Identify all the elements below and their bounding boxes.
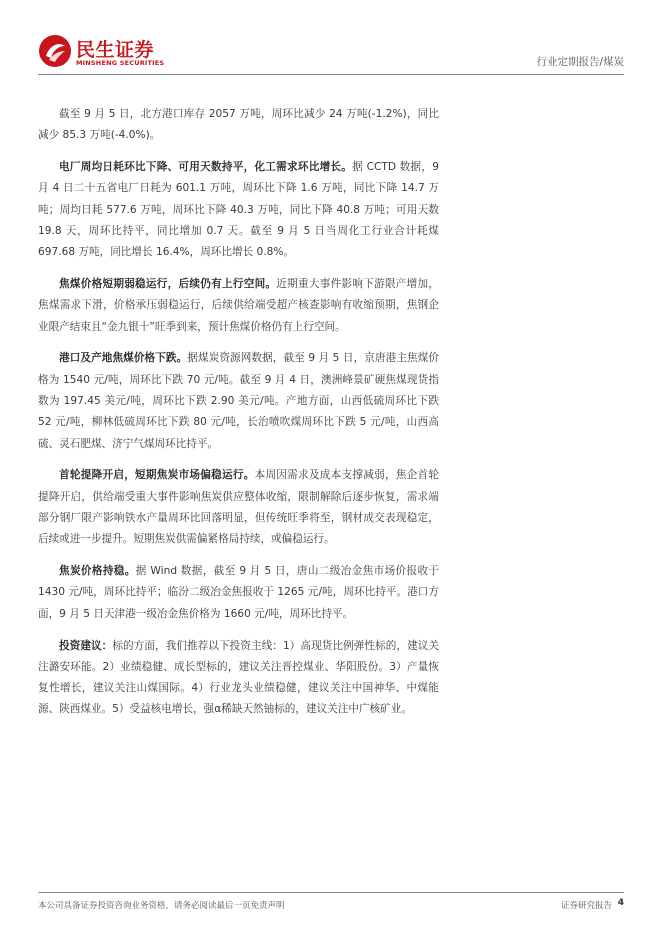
brand-name-cn: 民生证券 xyxy=(76,39,155,61)
footer-disclaimer: 本公司具备证券投资咨询业务资格，请务必阅读最后一页免责声明 xyxy=(38,901,285,911)
paragraph-text: 截至 9 月 5 日，北方港口库存 2057 万吨，周环比减少 24 万吨(-1.2%)，同比减少 85.3 万吨(-4.0%)。 xyxy=(38,108,439,142)
brand-logo xyxy=(38,34,188,74)
footer-doc-label: 证券研究报告 xyxy=(560,901,612,911)
paragraph-lead: 投资建议： xyxy=(59,639,113,652)
paragraph-power-plant xyxy=(38,157,439,263)
paragraph-text: 据煤炭资源网数据，截至 9 月 5 日，京唐港主焦煤价格为 1540 元/吨，周环比下跌 70 元/吨。截至 9 月 4 日，澳洲峰景矿硬焦煤现货指数为 197.45 美元/吨，周环比下跌 2.90 美元/吨。产地方面，山西低硫周环比下跌 52 元/吨，柳林低硫周环比下跌 80 元/吨，长治喷吹煤周环比下跌 5 元/吨，山西高硫、灵石肥煤、济宁气煤周环比持平。 xyxy=(38,352,440,450)
paragraph-lead: 首轮提降开启，短期焦炭市场偏稳运行。 xyxy=(59,469,255,482)
brand-name-en: MINSHENG SECURITIES xyxy=(76,59,165,67)
report-body xyxy=(38,104,439,731)
paragraph-coke-prices xyxy=(38,561,439,625)
page-header xyxy=(0,0,662,78)
report-type-label: 行业定期报告/煤炭 xyxy=(536,56,624,68)
paragraph-lead: 电厂周均日耗环比下降、可用天数持平，化工需求环比增长。 xyxy=(59,161,353,174)
paragraph-lead: 焦炭价格持稳。 xyxy=(59,565,136,578)
paragraph-coke-market xyxy=(38,465,439,550)
footer-divider xyxy=(38,892,624,893)
paragraph-text: 近期重大事件影响下游限产增加，焦煤需求下滑，价格承压弱稳运行，后续供给端受超产核查影响有收缩预期，焦钢企业限产结束且“金九银十”旺季到来，预计焦煤价格仍有上行空间。 xyxy=(38,278,439,333)
paragraph-lead: 焦煤价格短期弱稳运行，后续仍有上行空间。 xyxy=(59,278,277,291)
paragraph-text: 据 CCTD 数据，9 月 4 日二十五省电厂日耗为 601.1 万吨，周环比下降 1.6 万吨，同比下降 14.7 万吨；周均日耗 577.6 万吨，周环比下降 40.3 万吨，同比下降 40.8 万吨；可用天数 19.8 天，周环比持平，同比增加 0.7 天。截至 9 月 5 日当周化工行业合计耗煤 697.68 万吨，同比增长 16.4%，周环比增长 0.8%。 xyxy=(38,161,439,259)
paragraph-investment-advice xyxy=(38,636,439,721)
paragraph-text: 本周因需求及成本支撑减弱，焦企首轮提降开启，供给端受重大事件影响焦炭供应整体收缩，限制解除后逐步恢复，需求端部分钢厂限产影响铁水产量周环比回落明显，但传统旺季将至，钢材成交表现稳定，后续或进一步提升。短期焦炭供需偏紧格局持续，或偏稳运行。 xyxy=(38,469,440,546)
page-number: 4 xyxy=(617,898,624,908)
paragraph-text: 据 Wind 数据，截至 9 月 5 日，唐山二级冶金焦市场价报收于 1430 元/吨，周环比持平；临汾二级冶金焦报收于 1265 元/吨，周环比持平。港口方面，9 月 5 日天津港一级冶金焦价格为 1660 元/吨，周环比持平。 xyxy=(38,565,440,620)
header-divider xyxy=(38,74,624,75)
paragraph-lead: 港口及产地焦煤价格下跌。 xyxy=(59,352,188,365)
paragraph-text: 标的方面，我们推荐以下投资主线：1）高现货比例弹性标的，建议关注潞安环能。2）业绩稳健、成长型标的，建议关注晋控煤业、华阳股份。3）产量恢复性增长，建议关注山煤国际。4）行业龙头业绩稳健，建议关注中国神华、中煤能源、陕西煤业。5）受益核电增长，强α稀缺天然铀标的，建议关注中广核矿业。 xyxy=(38,639,439,716)
brand-logo-icon xyxy=(38,34,72,68)
paragraph-port-inventory xyxy=(38,104,439,147)
paragraph-coking-coal-prices xyxy=(38,348,439,454)
paragraph-coking-coal-outlook xyxy=(38,274,439,338)
